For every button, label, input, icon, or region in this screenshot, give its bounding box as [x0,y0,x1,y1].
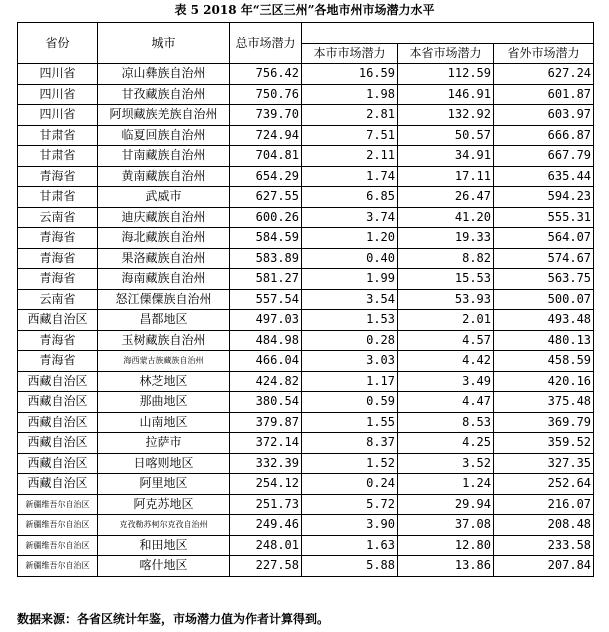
province-cell: 四川省 [18,105,98,126]
in-province-potential-cell: 15.53 [398,269,494,290]
header-group-blank [302,23,594,44]
source-note: 数据来源：各省区统计年鉴，市场潜力值为作者计算得到。 [17,612,330,626]
total-potential-cell: 254.12 [230,474,302,495]
province-cell: 四川省 [18,64,98,85]
market-potential-table [17,22,594,577]
total-potential-cell: 756.42 [230,64,302,85]
city-cell: 阿坝藏族羌族自治州 [98,105,230,126]
city-cell: 临夏回族自治州 [98,125,230,146]
total-potential-cell: 372.14 [230,433,302,454]
local-potential-cell: 1.17 [302,371,398,392]
table-row [18,433,594,454]
total-potential-cell: 750.76 [230,84,302,105]
in-province-potential-cell: 3.52 [398,453,494,474]
in-province-potential-cell: 53.93 [398,289,494,310]
out-province-potential-cell: 369.79 [494,412,594,433]
table-row [18,371,594,392]
in-province-potential-cell: 4.57 [398,330,494,351]
table-row [18,310,594,331]
table-row [18,228,594,249]
in-province-potential-cell: 4.42 [398,351,494,372]
total-potential-cell: 248.01 [230,535,302,556]
local-potential-cell: 5.88 [302,556,398,577]
total-potential-cell: 251.73 [230,494,302,515]
local-potential-cell: 1.55 [302,412,398,433]
city-cell: 玉树藏族自治州 [98,330,230,351]
local-potential-cell: 3.03 [302,351,398,372]
table-row [18,248,594,269]
table-title: 表 5 2018 年“三区三州”各地市州市场潜力水平 [174,3,435,17]
in-province-potential-cell: 2.01 [398,310,494,331]
in-province-potential-cell: 4.25 [398,433,494,454]
city-cell: 喀什地区 [98,556,230,577]
province-cell: 青海省 [18,330,98,351]
in-province-potential-cell: 34.91 [398,146,494,167]
province-cell: 新疆维吾尔自治区 [18,535,98,556]
city-cell: 海南藏族自治州 [98,269,230,290]
out-province-potential-cell: 627.24 [494,64,594,85]
local-potential-cell: 0.24 [302,474,398,495]
table-row [18,474,594,495]
in-province-potential-cell: 12.80 [398,535,494,556]
local-potential-cell: 2.11 [302,146,398,167]
province-cell: 四川省 [18,84,98,105]
table-row [18,330,594,351]
in-province-potential-cell: 3.49 [398,371,494,392]
province-cell: 新疆维吾尔自治区 [18,556,98,577]
province-cell: 西藏自治区 [18,371,98,392]
total-potential-cell: 600.26 [230,207,302,228]
out-province-potential-cell: 420.16 [494,371,594,392]
province-cell: 西藏自治区 [18,433,98,454]
out-province-potential-cell: 564.07 [494,228,594,249]
province-cell: 甘肃省 [18,125,98,146]
city-cell: 怒江傈僳族自治州 [98,289,230,310]
in-province-potential-cell: 146.91 [398,84,494,105]
local-potential-cell: 3.74 [302,207,398,228]
in-province-potential-cell: 112.59 [398,64,494,85]
table-row [18,146,594,167]
in-province-potential-cell: 26.47 [398,187,494,208]
out-province-potential-cell: 375.48 [494,392,594,413]
local-potential-cell: 8.37 [302,433,398,454]
province-cell: 青海省 [18,269,98,290]
in-province-potential-cell: 8.53 [398,412,494,433]
table-row [18,494,594,515]
header-local: 本市市场潜力 [302,43,398,64]
out-province-potential-cell: 500.07 [494,289,594,310]
out-province-potential-cell: 233.58 [494,535,594,556]
table-row [18,125,594,146]
in-province-potential-cell: 13.86 [398,556,494,577]
out-province-potential-cell: 574.67 [494,248,594,269]
in-province-potential-cell: 132.92 [398,105,494,126]
city-cell: 阿里地区 [98,474,230,495]
header-city: 城市 [98,23,230,64]
province-cell: 甘肃省 [18,187,98,208]
in-province-potential-cell: 50.57 [398,125,494,146]
city-cell: 拉萨市 [98,433,230,454]
city-cell: 那曲地区 [98,392,230,413]
in-province-potential-cell: 8.82 [398,248,494,269]
province-cell: 西藏自治区 [18,412,98,433]
local-potential-cell: 1.98 [302,84,398,105]
city-cell: 凉山彝族自治州 [98,64,230,85]
local-potential-cell: 0.28 [302,330,398,351]
province-cell: 青海省 [18,228,98,249]
province-cell: 云南省 [18,207,98,228]
province-cell: 西藏自治区 [18,310,98,331]
province-cell: 青海省 [18,351,98,372]
table-row [18,412,594,433]
table-row [18,556,594,577]
in-province-potential-cell: 29.94 [398,494,494,515]
out-province-potential-cell: 458.59 [494,351,594,372]
province-cell: 西藏自治区 [18,453,98,474]
table-row [18,453,594,474]
province-cell: 甘肃省 [18,146,98,167]
out-province-potential-cell: 216.07 [494,494,594,515]
province-cell: 云南省 [18,289,98,310]
out-province-potential-cell: 208.48 [494,515,594,536]
out-province-potential-cell: 555.31 [494,207,594,228]
local-potential-cell: 7.51 [302,125,398,146]
city-cell: 武威市 [98,187,230,208]
total-potential-cell: 484.98 [230,330,302,351]
local-potential-cell: 16.59 [302,64,398,85]
total-potential-cell: 583.89 [230,248,302,269]
city-cell: 甘孜藏族自治州 [98,84,230,105]
local-potential-cell: 6.85 [302,187,398,208]
out-province-potential-cell: 207.84 [494,556,594,577]
table-row [18,84,594,105]
total-potential-cell: 581.27 [230,269,302,290]
province-cell: 新疆维吾尔自治区 [18,515,98,536]
city-cell: 昌都地区 [98,310,230,331]
total-potential-cell: 424.82 [230,371,302,392]
local-potential-cell: 0.40 [302,248,398,269]
total-potential-cell: 332.39 [230,453,302,474]
table-row [18,187,594,208]
city-cell: 海北藏族自治州 [98,228,230,249]
local-potential-cell: 0.59 [302,392,398,413]
out-province-potential-cell: 480.13 [494,330,594,351]
total-potential-cell: 497.03 [230,310,302,331]
out-province-potential-cell: 359.52 [494,433,594,454]
total-potential-cell: 227.58 [230,556,302,577]
total-potential-cell: 379.87 [230,412,302,433]
city-cell: 甘南藏族自治州 [98,146,230,167]
table-row [18,289,594,310]
in-province-potential-cell: 37.08 [398,515,494,536]
out-province-potential-cell: 252.64 [494,474,594,495]
total-potential-cell: 739.70 [230,105,302,126]
header-in-province: 本省市场潜力 [398,43,494,64]
city-cell: 山南地区 [98,412,230,433]
out-province-potential-cell: 603.97 [494,105,594,126]
city-cell: 和田地区 [98,535,230,556]
local-potential-cell: 5.72 [302,494,398,515]
table-body [18,64,594,577]
header-total: 总市场潜力 [230,23,302,64]
total-potential-cell: 704.81 [230,146,302,167]
out-province-potential-cell: 601.87 [494,84,594,105]
local-potential-cell: 3.54 [302,289,398,310]
out-province-potential-cell: 666.87 [494,125,594,146]
out-province-potential-cell: 635.44 [494,166,594,187]
total-potential-cell: 466.04 [230,351,302,372]
local-potential-cell: 3.90 [302,515,398,536]
city-cell: 迪庆藏族自治州 [98,207,230,228]
city-cell: 海西蒙古族藏族自治州 [98,351,230,372]
total-potential-cell: 724.94 [230,125,302,146]
out-province-potential-cell: 667.79 [494,146,594,167]
table-row [18,207,594,228]
in-province-potential-cell: 1.24 [398,474,494,495]
province-cell: 西藏自治区 [18,474,98,495]
header-out-province: 省外市场潜力 [494,43,594,64]
table-row [18,269,594,290]
city-cell: 林芝地区 [98,371,230,392]
local-potential-cell: 1.52 [302,453,398,474]
city-cell: 黄南藏族自治州 [98,166,230,187]
in-province-potential-cell: 17.11 [398,166,494,187]
local-potential-cell: 1.20 [302,228,398,249]
table-row [18,515,594,536]
local-potential-cell: 1.99 [302,269,398,290]
local-potential-cell: 2.81 [302,105,398,126]
table-row [18,166,594,187]
header-province: 省份 [18,23,98,64]
table-row [18,105,594,126]
city-cell: 阿克苏地区 [98,494,230,515]
total-potential-cell: 380.54 [230,392,302,413]
out-province-potential-cell: 594.23 [494,187,594,208]
local-potential-cell: 1.53 [302,310,398,331]
local-potential-cell: 1.74 [302,166,398,187]
city-cell: 日喀则地区 [98,453,230,474]
in-province-potential-cell: 41.20 [398,207,494,228]
table-row [18,351,594,372]
city-cell: 果洛藏族自治州 [98,248,230,269]
in-province-potential-cell: 4.47 [398,392,494,413]
province-cell: 青海省 [18,166,98,187]
province-cell: 西藏自治区 [18,392,98,413]
in-province-potential-cell: 19.33 [398,228,494,249]
out-province-potential-cell: 563.75 [494,269,594,290]
total-potential-cell: 627.55 [230,187,302,208]
province-cell: 新疆维吾尔自治区 [18,494,98,515]
total-potential-cell: 249.46 [230,515,302,536]
table-row [18,392,594,413]
total-potential-cell: 654.29 [230,166,302,187]
out-province-potential-cell: 327.35 [494,453,594,474]
province-cell: 青海省 [18,248,98,269]
local-potential-cell: 1.63 [302,535,398,556]
total-potential-cell: 584.59 [230,228,302,249]
table-row [18,535,594,556]
city-cell: 克孜勒苏柯尔克孜自治州 [98,515,230,536]
out-province-potential-cell: 493.48 [494,310,594,331]
table-row [18,64,594,85]
total-potential-cell: 557.54 [230,289,302,310]
